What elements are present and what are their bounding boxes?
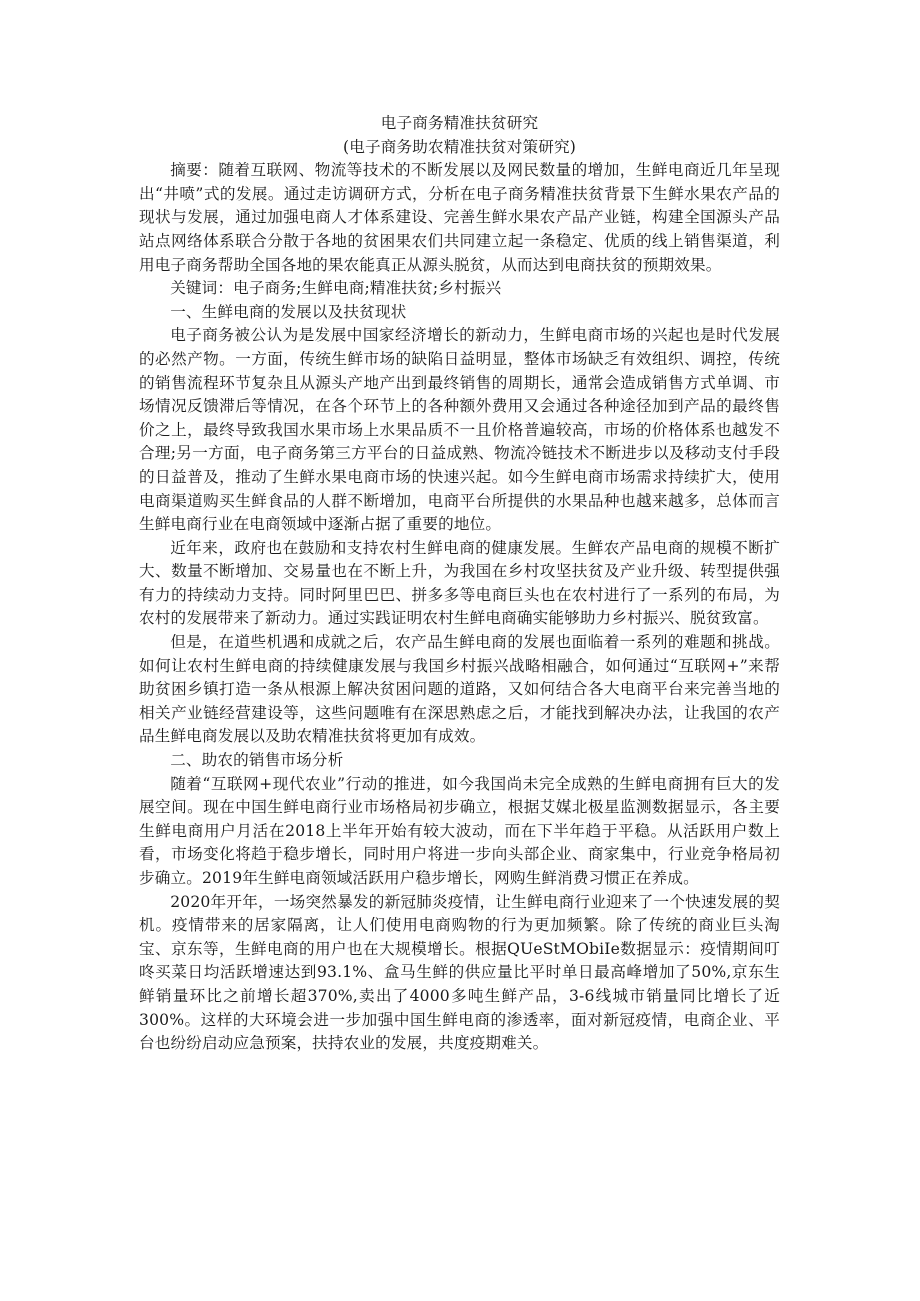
section1-paragraph-1: 电子商务被公认为是发展中国家经济增长的新动力，生鲜电商市场的兴起也是时代发展的必然产物。一方面，传统生鲜市场的缺陷日益明显，整体市场缺乏有效组织、调控，传统的销售流程环节复杂且从源头产地产出到最终销售的周期长，通常会造成销售方式单调、市场情况反馈滞后等情况，在各个环节上的各种额外费用又会通过各种途径加到产品的最终售价之上，最终导致我国水果市场上水果品质不一且价格普遍较高，市场的价格体系也越发不合理;另一方面，电子商务第三方平台的日益成熟、物流冷链技术不断进步以及移动支付手段的日益普及，推动了生鲜水果电商市场的快速兴起。如今生鲜电商市场需求持续扩大，使用电商渠道购买生鲜食品的人群不断增加，电商平台所提供的水果品种也越来越多，总体而言生鲜电商行业在电商领域中逐渐占据了重要的地位。 — [139, 326, 780, 534]
section-heading-1: 一、生鲜电商的发展以及扶贫现状 — [170, 302, 407, 321]
section2-paragraph-1: 随着“互联网+现代农业”行动的推进，如今我国尚未完全成熟的生鲜电商拥有巨大的发展空间。现在中国生鲜电商行业市场格局初步确立，根据艾媒北极星监测数据显示，各主要生鲜电商用户月活在2018上半年开始有较大波动，而在下半年趋于平稳。从活跃用户数上看，市场变化将趋于稳步增长，同时用户将进一步向头部企业、商家集中，行业竞争格局初步确立。2019年生鲜电商领域活跃用户稳步增长，网购生鲜消费习惯正在养成。 — [139, 774, 780, 887]
document-page — [139, 112, 780, 1056]
document-subtitle: (电子商务助农精准扶贫对策研究) — [343, 137, 576, 156]
section1-paragraph-2: 近年来，政府也在鼓励和支持农村生鲜电商的健康发展。生鲜农产品电商的规模不断扩大、数量不断增加、交易量也在不断上升，为我国在乡村攻坚扶贫及产业升级、转型提供强有力的持续动力支持。同时阿里巴巴、拼多多等电商巨头也在农村进行了一系列的布局，为农村的发展带来了新动力。通过实践证明农村生鲜电商确实能够助力乡村振兴、脱贫致富。 — [139, 538, 780, 628]
section1-paragraph-3: 但是，在道些机遇和成就之后，农产品生鲜电商的发展也面临着一系列的难题和挑战。如何让农村生鲜电商的持续健康发展与我国乡村振兴战略相融合，如何通过“互联网+”来帮助贫困乡镇打造一条从根源上解决贫困问题的道路，又如何结合各大电商平台来完善当地的相关产业链经营建设等，这些问题唯有在深思熟虑之后，才能找到解决办法，让我国的农产品生鲜电商发展以及助农精准扶贫将更加有成效。 — [139, 633, 780, 746]
section2-paragraph-2: 2020年开年，一场突然暴发的新冠肺炎疫情，让生鲜电商行业迎来了一个快速发展的契机。疫情带来的居家隔离，让人们使用电商购物的行为更加频繁。除了传统的商业巨头淘宝、京东等，生鲜电商的用户也在大规模增长。根据QUeStMObiIe数据显示：疫情期间叮咚买菜日均活跃增速达到93.1%、盒马生鲜的供应量比平时单日最高峰增加了50%,京东生鲜销量环比之前增长超370%,卖出了4000多吨生鲜产品，3-6线城市销量同比增长了近300%。这样的大环境会进一步加强中国生鲜电商的渗透率，面对新冠疫情，电商企业、平台也纷纷启动应急预案，扶持农业的发展，共度疫期难关。 — [139, 892, 780, 1053]
keywords-line: 关键词：电子商务;生鲜电商;精准扶贫;乡村振兴 — [170, 279, 502, 298]
document-title: 电子商务精准扶贫研究 — [380, 114, 539, 132]
section-heading-2: 二、助农的销售市场分析 — [170, 751, 344, 770]
abstract-paragraph: 摘要：随着互联网、物流等技术的不断发展以及网民数量的增加，生鲜电商近几年呈现出“井喷”式的发展。通过走访调研方式，分析在电子商务精准扶贫背景下生鲜水果农产品的现状与发展，通过加强电商人才体系建设、完善生鲜水果农产品产业链，构建全国源头产品站点网络体系联合分散于各地的贫困果农们共同建立起一条稳定、优质的线上销售渠道，利用电子商务帮助全国各地的果农能真正从源头脱贫，从而达到电商扶贫的预期效果。 — [139, 161, 780, 274]
